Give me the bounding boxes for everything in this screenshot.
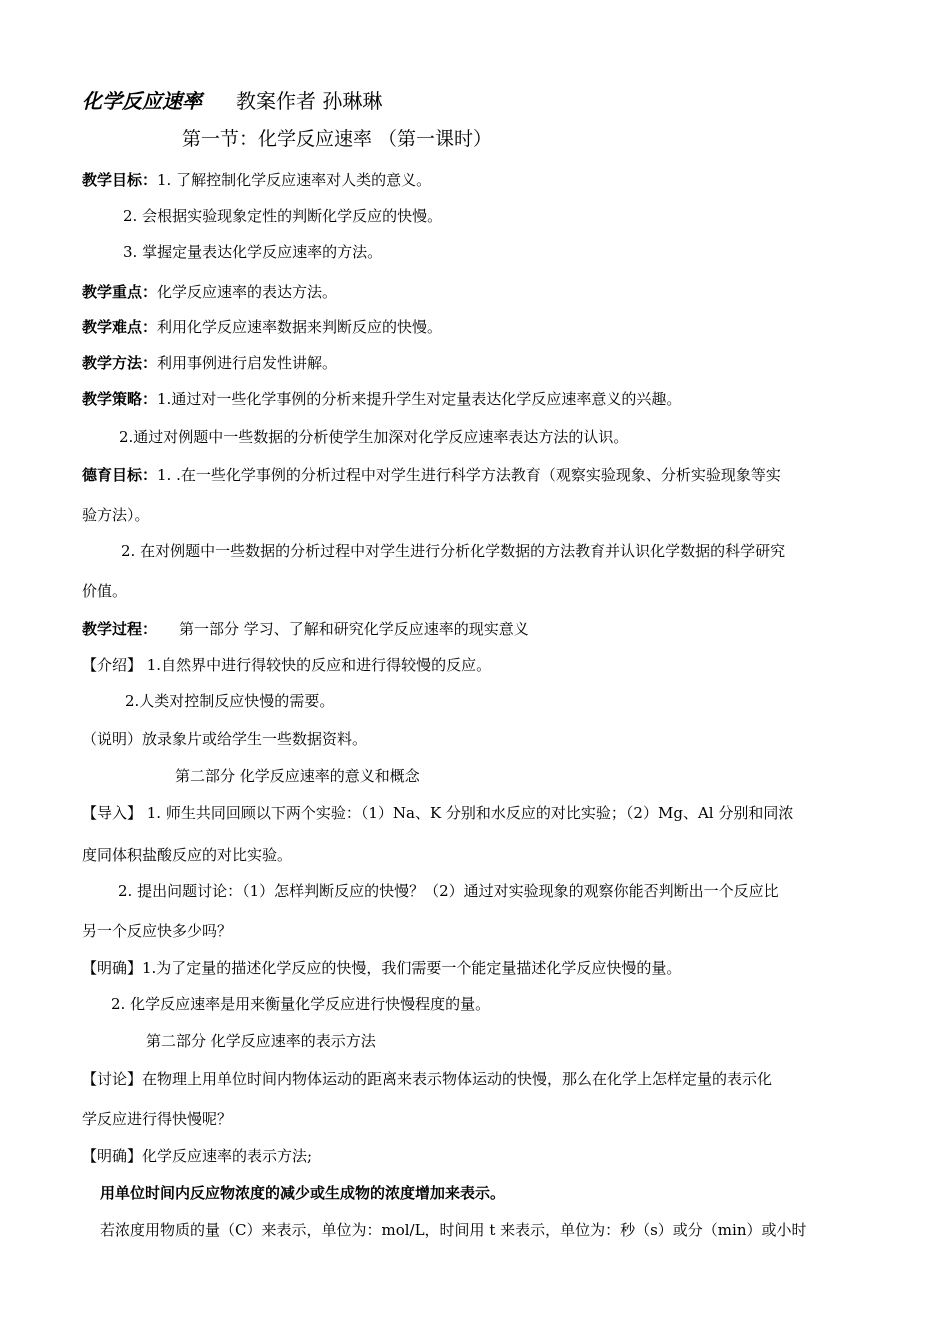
title-author: 教案作者 孙琳琳	[236, 89, 383, 113]
moral-item-1-line-2: 验方法）。	[82, 506, 150, 524]
part-2-heading: 第二部分 化学反应速率的意义和概念	[175, 767, 420, 785]
strategy-label: 教学策略：	[82, 390, 158, 408]
strategy-item-1: 1.通过对一些化学事例的分析来提升学生对定量表达化学反应速率意义的兴趣。	[157, 390, 682, 408]
objectives-item-2: 2. 会根据实验现象定性的判断化学反应的快慢。	[123, 207, 443, 225]
key-point-line	[82, 282, 337, 302]
lead-in-line-2: 度同体积盐酸反应的对比实验。	[82, 846, 293, 864]
process-label: 教学过程：	[82, 620, 158, 638]
document-title	[82, 88, 382, 114]
key-point-label: 教学重点：	[82, 283, 158, 301]
section-subtitle: 第一节：化学反应速率 （第一课时）	[182, 128, 493, 150]
clarify-2-line-1: 【明确】化学反应速率的表示方法;	[82, 1147, 313, 1165]
title-main: 化学反应速率	[82, 89, 202, 113]
moral-label: 德育目标：	[82, 466, 158, 484]
strategy-item-2: 2.通过对例题中一些数据的分析使学生加深对化学反应速率表达方法的认识。	[119, 428, 629, 446]
process-part-1: 第一部分 学习、了解和研究化学反应速率的现实意义	[179, 620, 529, 638]
rate-definition: 用单位时间内反应物浓度的减少或生成物的浓度增加来表示。	[100, 1184, 506, 1202]
intro-line-1: 【介绍】 1.自然界中进行得较快的反应和进行得较慢的反应。	[82, 656, 492, 674]
objectives-line-1	[82, 170, 431, 190]
moral-item-2-line-2: 价值。	[82, 582, 128, 600]
strategy-line-1	[82, 389, 681, 409]
process-line	[82, 619, 529, 639]
key-point-text: 化学反应速率的表达方法。	[157, 283, 338, 301]
difficulty-line	[82, 317, 442, 337]
method-label: 教学方法：	[82, 354, 158, 372]
objectives-item-3: 3. 掌握定量表达化学反应速率的方法。	[123, 243, 383, 261]
discuss-line-2: 学反应进行得快慢呢？	[82, 1110, 233, 1128]
discuss-line-1: 【讨论】在物理上用单位时间内物体运动的距离来表示物体运动的快慢，那么在化学上怎样定量的表示化	[82, 1070, 773, 1088]
units-line: 若浓度用物质的量（C）来表示，单位为：mol/L，时间用 t 来表示，单位为：秒（s）或分（min）或小时	[100, 1221, 807, 1239]
objectives-label: 教学目标：	[82, 171, 158, 189]
intro-line-3: （说明）放录象片或给学生一些数据资料。	[82, 730, 368, 748]
part-3-heading: 第二部分 化学反应速率的表示方法	[146, 1032, 376, 1050]
clarify-1-line-2: 2. 化学反应速率是用来衡量化学反应进行快慢程度的量。	[111, 995, 491, 1013]
lead-in-line-1: 【导入】 1. 师生共同回顾以下两个实验：（1）Na、K 分别和水反应的对比实验；（2）Mg、Al 分别和同浓	[82, 804, 794, 822]
difficulty-label: 教学难点：	[82, 318, 158, 336]
moral-item-2-line-1: 2. 在对例题中一些数据的分析过程中对学生进行分析化学数据的方法教育并认识化学数据的科学研究	[121, 542, 786, 560]
lead-in-line-4: 另一个反应快多少吗？	[82, 922, 233, 940]
objectives-item-1: 1. 了解控制化学反应速率对人类的意义。	[157, 171, 432, 189]
moral-item-1-line-1: 1. .在一些化学事例的分析过程中对学生进行科学方法教育（观察实验现象、分析实验现象等实	[157, 466, 781, 484]
clarify-1-line-1: 【明确】1.为了定量的描述化学反应的快慢，我们需要一个能定量描述化学反应快慢的量。	[82, 959, 682, 977]
intro-line-2: 2.人类对控制反应快慢的需要。	[125, 692, 335, 710]
method-line	[82, 353, 337, 373]
lead-in-line-3: 2. 提出问题讨论：（1）怎样判断反应的快慢？（2）通过对实验现象的观察你能否判断出一个反应比	[118, 882, 779, 900]
moral-line-1	[82, 465, 781, 485]
difficulty-text: 利用化学反应速率数据来判断反应的快慢。	[157, 318, 443, 336]
method-text: 利用事例进行启发性讲解。	[157, 354, 338, 372]
